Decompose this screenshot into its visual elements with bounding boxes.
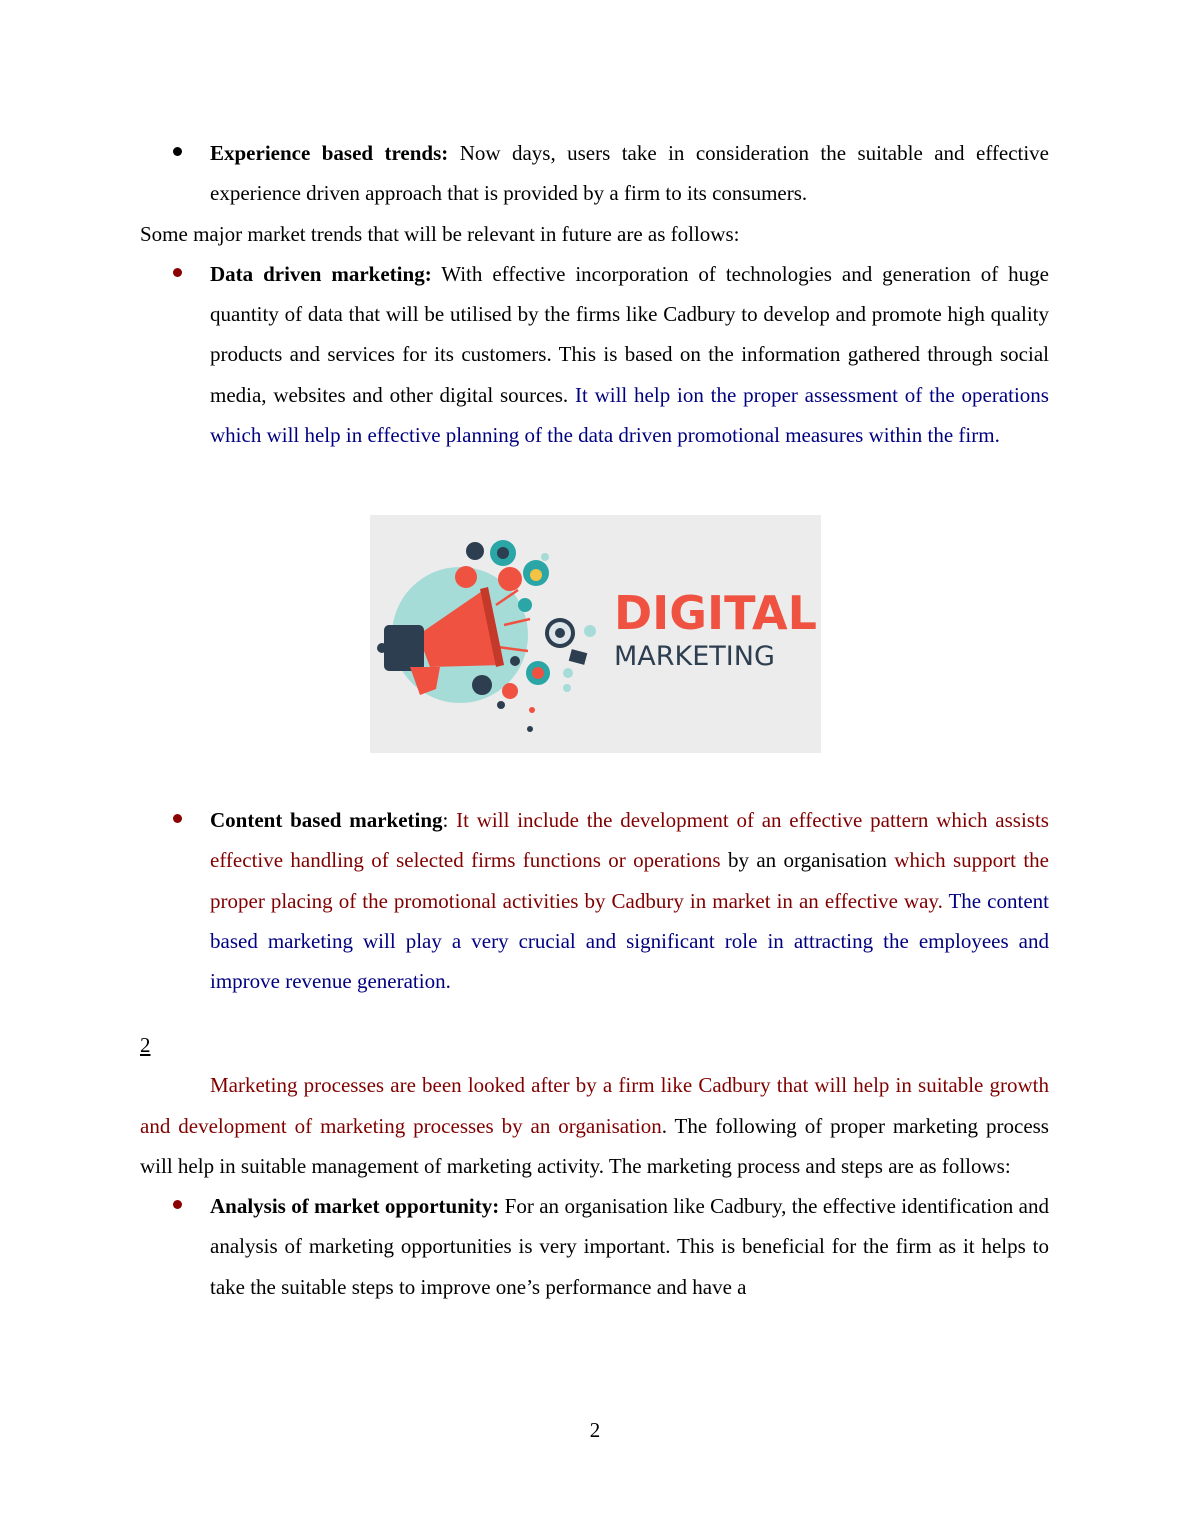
- bullet-dot-icon: [173, 1200, 182, 1209]
- content-marketing-block: [140, 800, 1049, 1001]
- top-text-block: [140, 133, 1049, 455]
- content-red-text-2: which support the proper placing of the promotional activities by Cadbury in market in an effective way.: [210, 848, 1049, 913]
- bullet-dot-icon: [173, 814, 182, 823]
- section-two-paragraph: [140, 1065, 1049, 1186]
- experience-heading: Experience based trends:: [210, 141, 449, 165]
- bullet-content-based: [140, 800, 1049, 1001]
- digital-title: DIGITAL: [614, 586, 817, 640]
- bullet-market-opportunity: [140, 1186, 1049, 1307]
- marketing-title: MARKETING: [614, 641, 775, 672]
- bullet-data-driven: [140, 254, 1049, 455]
- megaphone-icon: [370, 515, 821, 753]
- data-driven-blue-text: It will help ion the proper assessment of the operations which will help in effective planning of the data driven promotional measures within the firm.: [210, 382, 1049, 448]
- section-two-block: [140, 1025, 1049, 1307]
- analysis-text: For an organisation like Cadbury, the effective identification and analysis of marketing opportunities is very important. This is beneficial for the firm as it helps to take the suitable steps to improve one’s performance and have a: [210, 1194, 1049, 1299]
- bullet-dot-icon: [173, 147, 182, 156]
- digital-marketing-image: [370, 515, 821, 753]
- bullet-dot-icon: [173, 268, 182, 277]
- content-red-text-1: It will include the development of an effective pattern which assists effective handling of selected firms functions or operations: [210, 808, 1049, 873]
- page-number: 2: [589, 1418, 601, 1442]
- section-two-black-text: . The following of proper marketing process will help in suitable management of marketing activity. The marketing process and steps are as follows:: [140, 1113, 1049, 1178]
- content-black-text: by an organisation: [720, 848, 895, 873]
- bullet-experience-trends: [140, 133, 1049, 214]
- experience-text: Now days, users take in consideration the suitable and effective experience driven approach that is provided by a firm to its consumers.: [210, 141, 1050, 206]
- content-blue-text: The content based marketing will play a very crucial and significant role in attracting the employees and improve revenue generation.: [210, 888, 1049, 994]
- analysis-heading: Analysis of market opportunity:: [210, 1194, 500, 1219]
- data-driven-heading: Data driven marketing:: [210, 261, 432, 286]
- section-two-red-text: Marketing processes are been looked after by a firm like Cadbury that will help in suitable growth and development of marketing processes by an organisation: [140, 1073, 1049, 1138]
- content-colon: :: [442, 808, 457, 832]
- section-number: 2: [140, 1033, 151, 1057]
- trends-intro: Some major market trends that will be relevant in future are as follows:: [140, 221, 740, 246]
- content-heading: Content based marketing: [210, 808, 443, 832]
- data-driven-text: With effective incorporation of technologies and generation of huge quantity of data that will be utilised by the firms like Cadbury to develop and promote high quality products and services for its customers. This is based on the information gathered through social media, websites and other digital sources.: [210, 261, 1049, 407]
